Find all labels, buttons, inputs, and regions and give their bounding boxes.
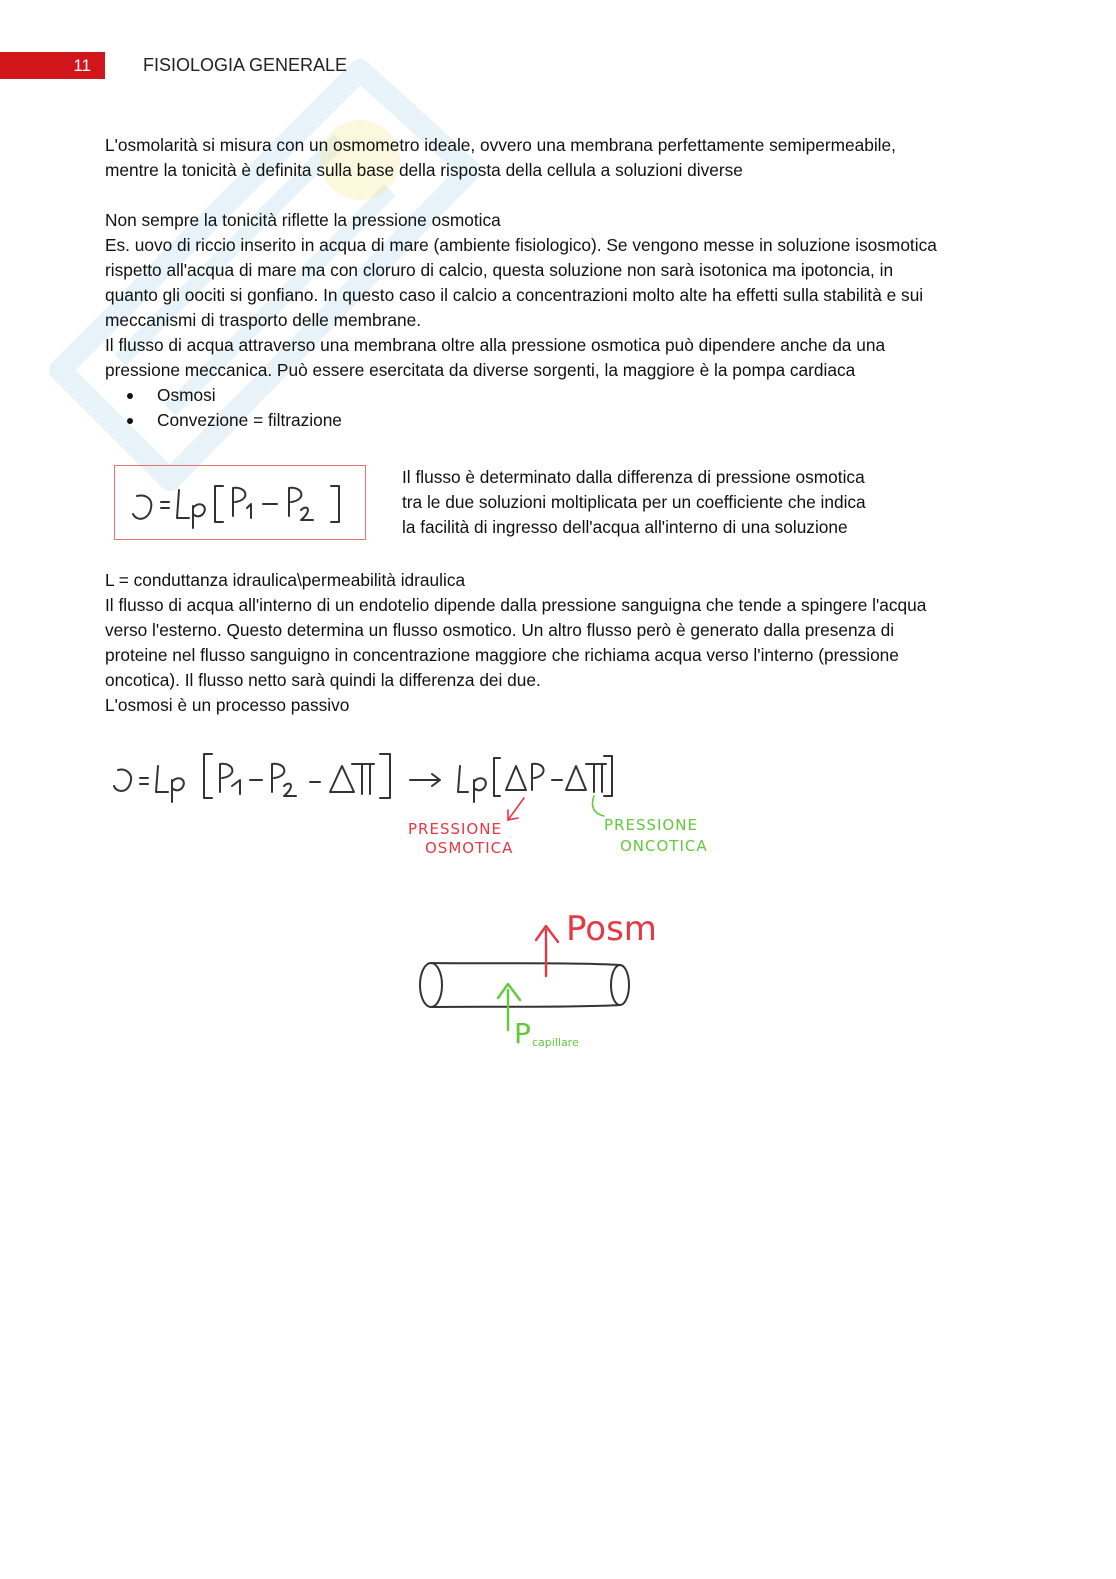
formula-flux-handwritten <box>115 466 365 539</box>
formula-caption <box>402 465 962 540</box>
paragraph-osmolarity <box>105 133 1010 183</box>
text-line: quanto gli oociti si gonfiano. In questo caso il calcio a concentrazioni molto alte ha effetti sulla stabilità e sui <box>105 285 924 305</box>
text-line: Il flusso di acqua attraverso una membrana oltre alla pressione osmotica può dipendere anche da una <box>105 335 886 355</box>
vessel-bottom-wall <box>431 1005 620 1007</box>
label-pressione-oncotica: PRESSIONE <box>604 816 698 834</box>
text-line: Il flusso di acqua all'interno di un endotelio dipende dalla pressione sanguigna che tende a spingere l'acqua <box>105 595 927 615</box>
paragraph-tonicity <box>105 208 1010 433</box>
text-line: Il flusso è determinato dalla differenza di pressione osmotica <box>402 467 865 487</box>
formula-net-flux-handwritten <box>100 740 740 870</box>
label-pressione-osmotica-2: OSMOTICA <box>425 839 514 857</box>
text-line: mentre la tonicità è definita sulla base della risposta della cellula a soluzioni diverse <box>105 160 743 180</box>
label-pressione-oncotica-2: ONCOTICA <box>620 837 708 855</box>
list-item: Convezione = filtrazione <box>105 408 1010 433</box>
document-title: FISIOLOGIA GENERALE <box>143 55 348 75</box>
arrow-osmotic-pressure <box>536 926 558 976</box>
text-line: Es. uovo di riccio inserito in acqua di mare (ambiente fisiologico). Se vengono messe in soluzione isosmotica <box>105 235 937 255</box>
list-item: Osmosi <box>105 383 1010 408</box>
vessel-left-end <box>420 963 442 1007</box>
text-line: rispetto all'acqua di mare ma con cloruro di calcio, questa soluzione non sarà isotonica ma ipotoncia, in <box>105 260 894 280</box>
bullet-list <box>105 383 1010 433</box>
text-line: proteine nel flusso sanguigno in concentrazione maggiore che richiama acqua verso l'interno (pressione <box>105 645 899 665</box>
text-line: pressione meccanica. Può essere esercitata da diverse sorgenti, la maggiore è la pompa cardiaca <box>105 360 856 380</box>
page-number: 11 <box>0 52 105 79</box>
text-line: oncotica). Il flusso netto sarà quindi la differenza dei due. <box>105 670 541 690</box>
label-pcap: P <box>514 1017 531 1050</box>
vessel-top-wall <box>431 963 620 965</box>
text-line: meccanismi di trasporto delle membrane. <box>105 310 421 330</box>
formula-box <box>114 465 366 540</box>
label-posm: Posm <box>566 909 657 949</box>
text-line: L = conduttanza idraulica\permeabilità idraulica <box>105 570 466 590</box>
label-pressione-osmotica: PRESSIONE <box>408 820 502 838</box>
page-header <box>0 52 500 79</box>
text-line: tra le due soluzioni moltiplicata per un coefficiente che indica <box>402 492 866 512</box>
text-line: L'osmolarità si misura con un osmometro ideale, ovvero una membrana perfettamente semipermeabile, <box>105 135 896 155</box>
vessel-diagram <box>400 890 660 1060</box>
label-pcap-subscript: capillare <box>532 1036 579 1049</box>
paragraph-hydraulic-conductance <box>105 568 1010 718</box>
vessel-right-end <box>611 965 629 1005</box>
text-line: Non sempre la tonicità riflette la pressione osmotica <box>105 210 501 230</box>
text-line: la facilità di ingresso dell'acqua all'interno di una soluzione <box>402 517 848 537</box>
text-line: L'osmosi è un processo passivo <box>105 695 350 715</box>
text-line: verso l'esterno. Questo determina un flusso osmotico. Un altro flusso però è generato dalla presenza di <box>105 620 895 640</box>
